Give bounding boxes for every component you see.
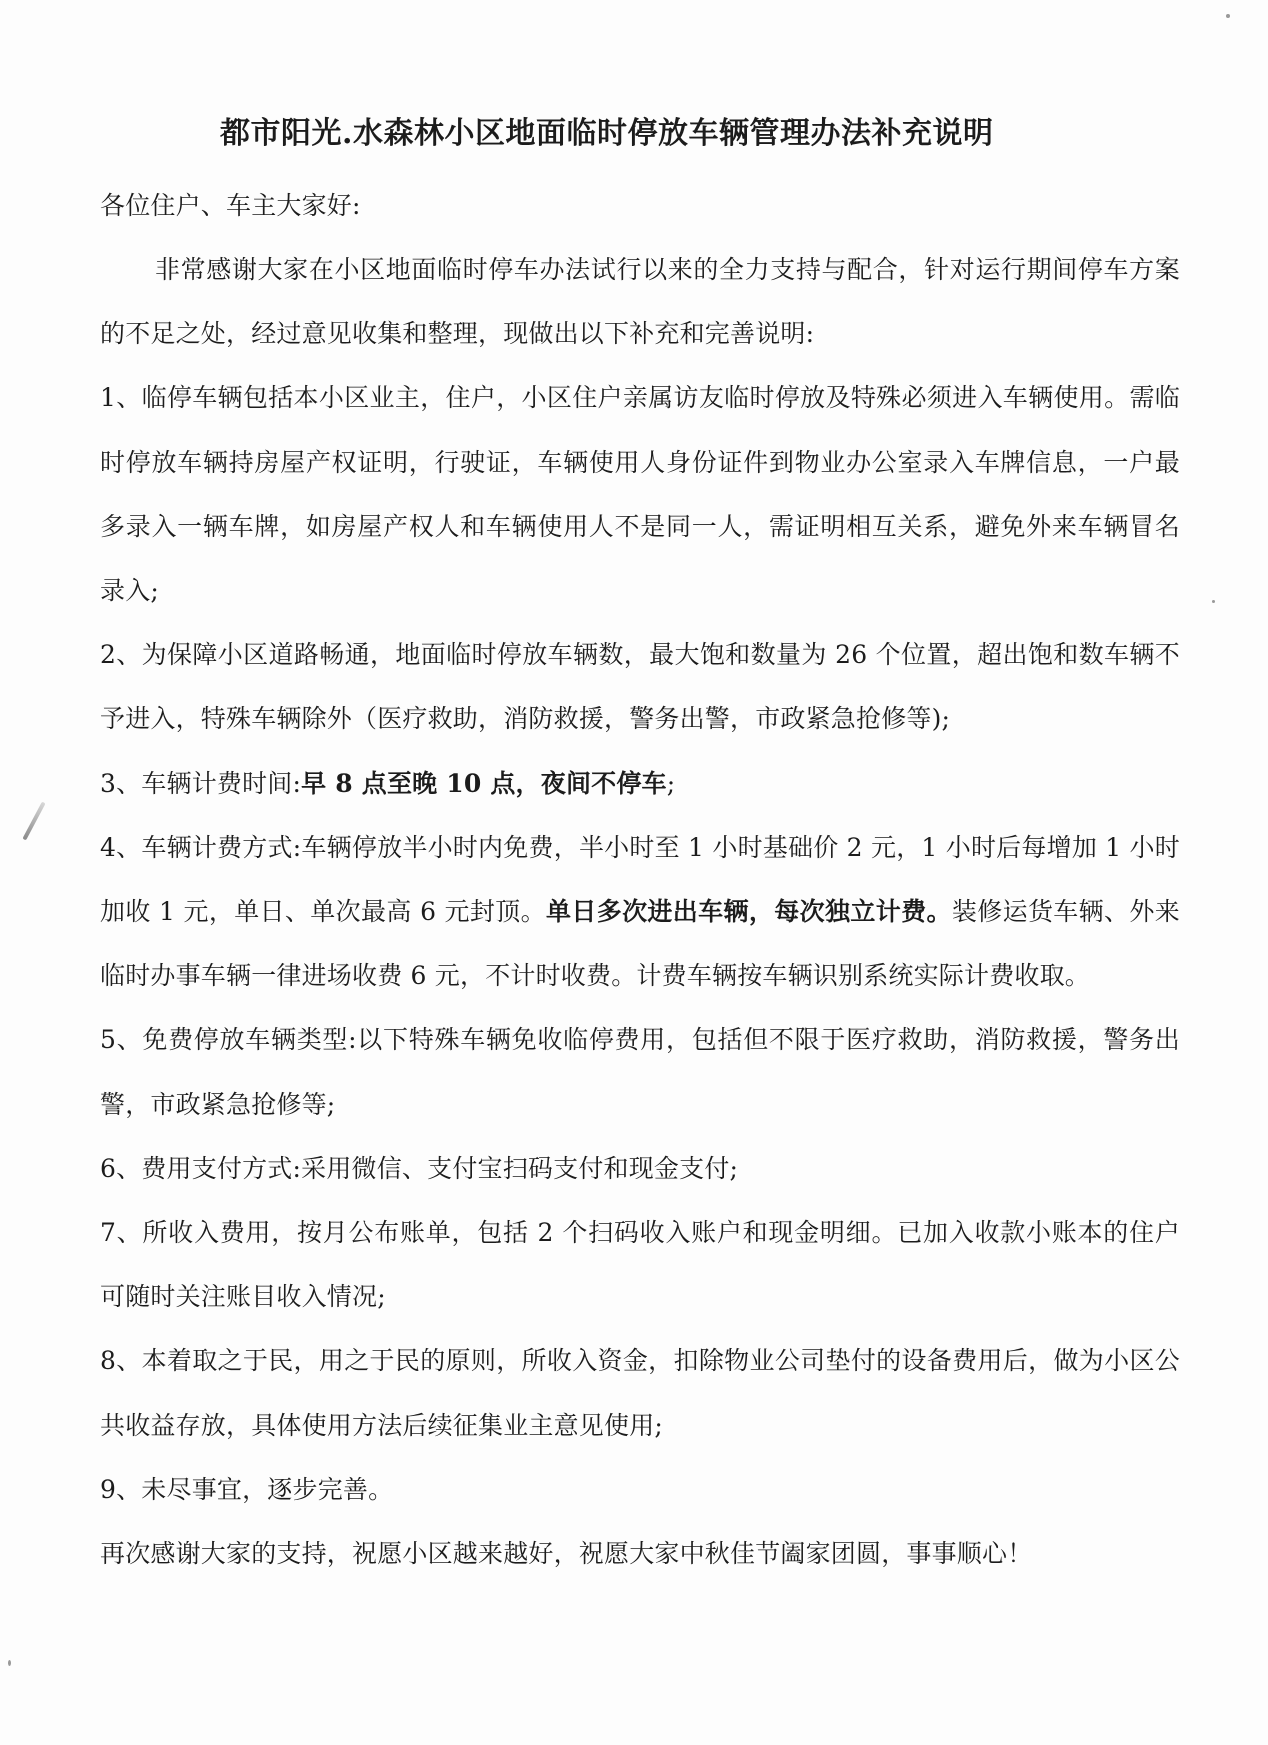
scan-dust-mark [1212,600,1215,603]
clause-4-tail: 装修运货车辆、外来临时办事车辆一律进场收费 6 元，不计时收费。计费车辆按车辆识别系统实际计费收取。 [100,897,1180,991]
clause-3-emphasis: 早 8 点至晚 10 点，夜间不停车 [301,768,667,798]
scan-dust-mark [8,1660,11,1666]
clause-3-tail: ; [666,768,676,798]
clause-9: 9、未尽事宜，逐步完善。 [100,1474,394,1504]
clause-3 [100,752,1180,816]
clause-3-lead: 3、车辆计费时间: [100,768,302,798]
clause-4-emphasis: 单日多次进出车辆，每次独立计费。 [545,897,952,927]
clause-4 [100,816,1180,1009]
scan-streak-mark [22,802,45,841]
clause-4-lead: 4、车辆计费方式:车辆停放半小时内免费，半小时至 1 小时基础价 2 元，1 小时后每增加 1 小时加收 1 元，单日、单次最高 6 元封顶。 [100,832,1180,927]
clause-6: 6、费用支付方式:采用微信、支付宝扫码支付和现金支付; [100,1153,739,1183]
intro-paragraph: 非常感谢大家在小区地面临时停车办法试行以来的全力支持与配合，针对运行期间停车方案的不足之处，经过意见收集和整理，现做出以下补充和完善说明: [100,255,1180,349]
clause-1: 1、临停车辆包括本小区业主，住户，小区住户亲属访友临时停放及特殊必须进入车辆使用。需临时停放车辆持房屋产权证明，行驶证，车辆使用人身份证件到物业办公室录入车牌信息，一户最多录入一辆车牌，如房屋产权人和车辆使用人不是同一人，需证明相互关系，避免外来车辆冒名录入; [100,383,1180,606]
clause-5: 5、免费停放车辆类型:以下特殊车辆免收临停费用，包括但不限于医疗救助，消防救援，警务出警，市政紧急抢修等; [100,1025,1180,1119]
scan-dust-mark [1226,14,1230,18]
clause-7: 7、所收入费用，按月公布账单，包括 2 个扫码收入账户和现金明细。已加入收款小账本的住户可随时关注账目收入情况; [100,1218,1180,1312]
document-body [100,112,1180,1586]
closing-line: 再次感谢大家的支持，祝愿小区越来越好，祝愿大家中秋佳节阖家团圆，事事顺心！ [100,1539,1033,1569]
greeting-line: 各位住户、车主大家好: [100,191,361,220]
clause-8: 8、本着取之于民，用之于民的原则，所收入资金，扣除物业公司垫付的设备费用后，做为小区公共收益存放，具体使用方法后续征集业主意见使用; [100,1346,1180,1440]
clause-2: 2、为保障小区道路畅通，地面临时停放车辆数，最大饱和数量为 26 个位置，超出饱和数车辆不予进入，特殊车辆除外（医疗救助，消防救援，警务出警，市政紧急抢修等); [100,640,1180,734]
document-title: 都市阳光.水森林小区地面临时停放车辆管理办法补充说明 [220,116,994,151]
